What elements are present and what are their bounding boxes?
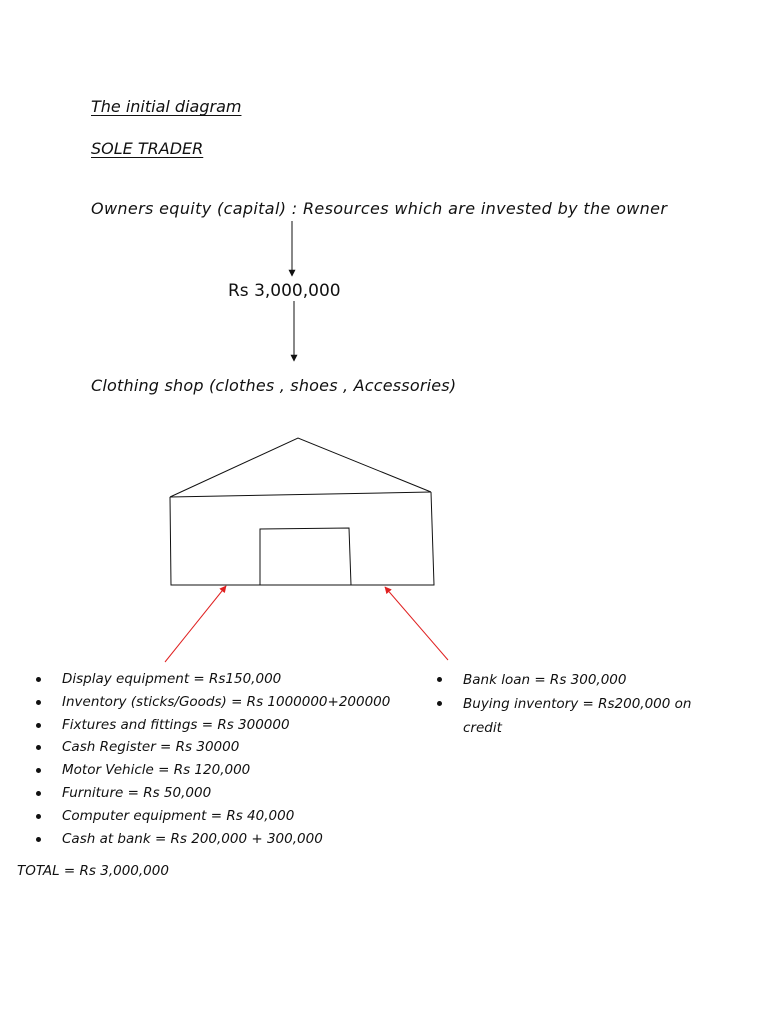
asset-item: Display equipment = Rs150,000 (36, 668, 390, 691)
asset-item: Cash Register = Rs 30000 (36, 736, 390, 759)
asset-item: Inventory (sticks/Goods) = Rs 1000000+200000 (36, 691, 390, 714)
liability-item: Bank loan = Rs 300,000 (437, 668, 699, 692)
diagram-subtitle: SOLE TRADER (91, 139, 204, 158)
arrow-liabilities-to-shop (385, 587, 448, 660)
asset-item: Cash at bank = Rs 200,000 + 300,000 (36, 828, 390, 851)
asset-item: Furniture = Rs 50,000 (36, 782, 390, 805)
liability-item: Buying inventory = Rs200,000 on credit (437, 692, 699, 740)
clothing-shop-label: Clothing shop (clothes , shoes , Accessories) (91, 376, 457, 395)
shop-eave (170, 492, 431, 497)
shop-building (170, 438, 434, 585)
arrow-assets-to-shop (165, 586, 226, 662)
assets-list (36, 668, 390, 850)
owners-equity-statement: Owners equity (capital) : Resources which are invested by the owner (91, 199, 668, 218)
asset-item: Motor Vehicle = Rs 120,000 (36, 759, 390, 782)
shop-door (260, 528, 351, 585)
liabilities-list (437, 668, 699, 740)
asset-item: Computer equipment = Rs 40,000 (36, 805, 390, 828)
capital-amount: Rs 3,000,000 (228, 281, 341, 301)
shop-roof (170, 438, 431, 497)
shop-walls (170, 492, 434, 585)
diagram-title: The initial diagram (91, 97, 242, 116)
total-amount: TOTAL = Rs 3,000,000 (17, 863, 169, 879)
asset-item: Fixtures and fittings = Rs 300000 (36, 714, 390, 737)
